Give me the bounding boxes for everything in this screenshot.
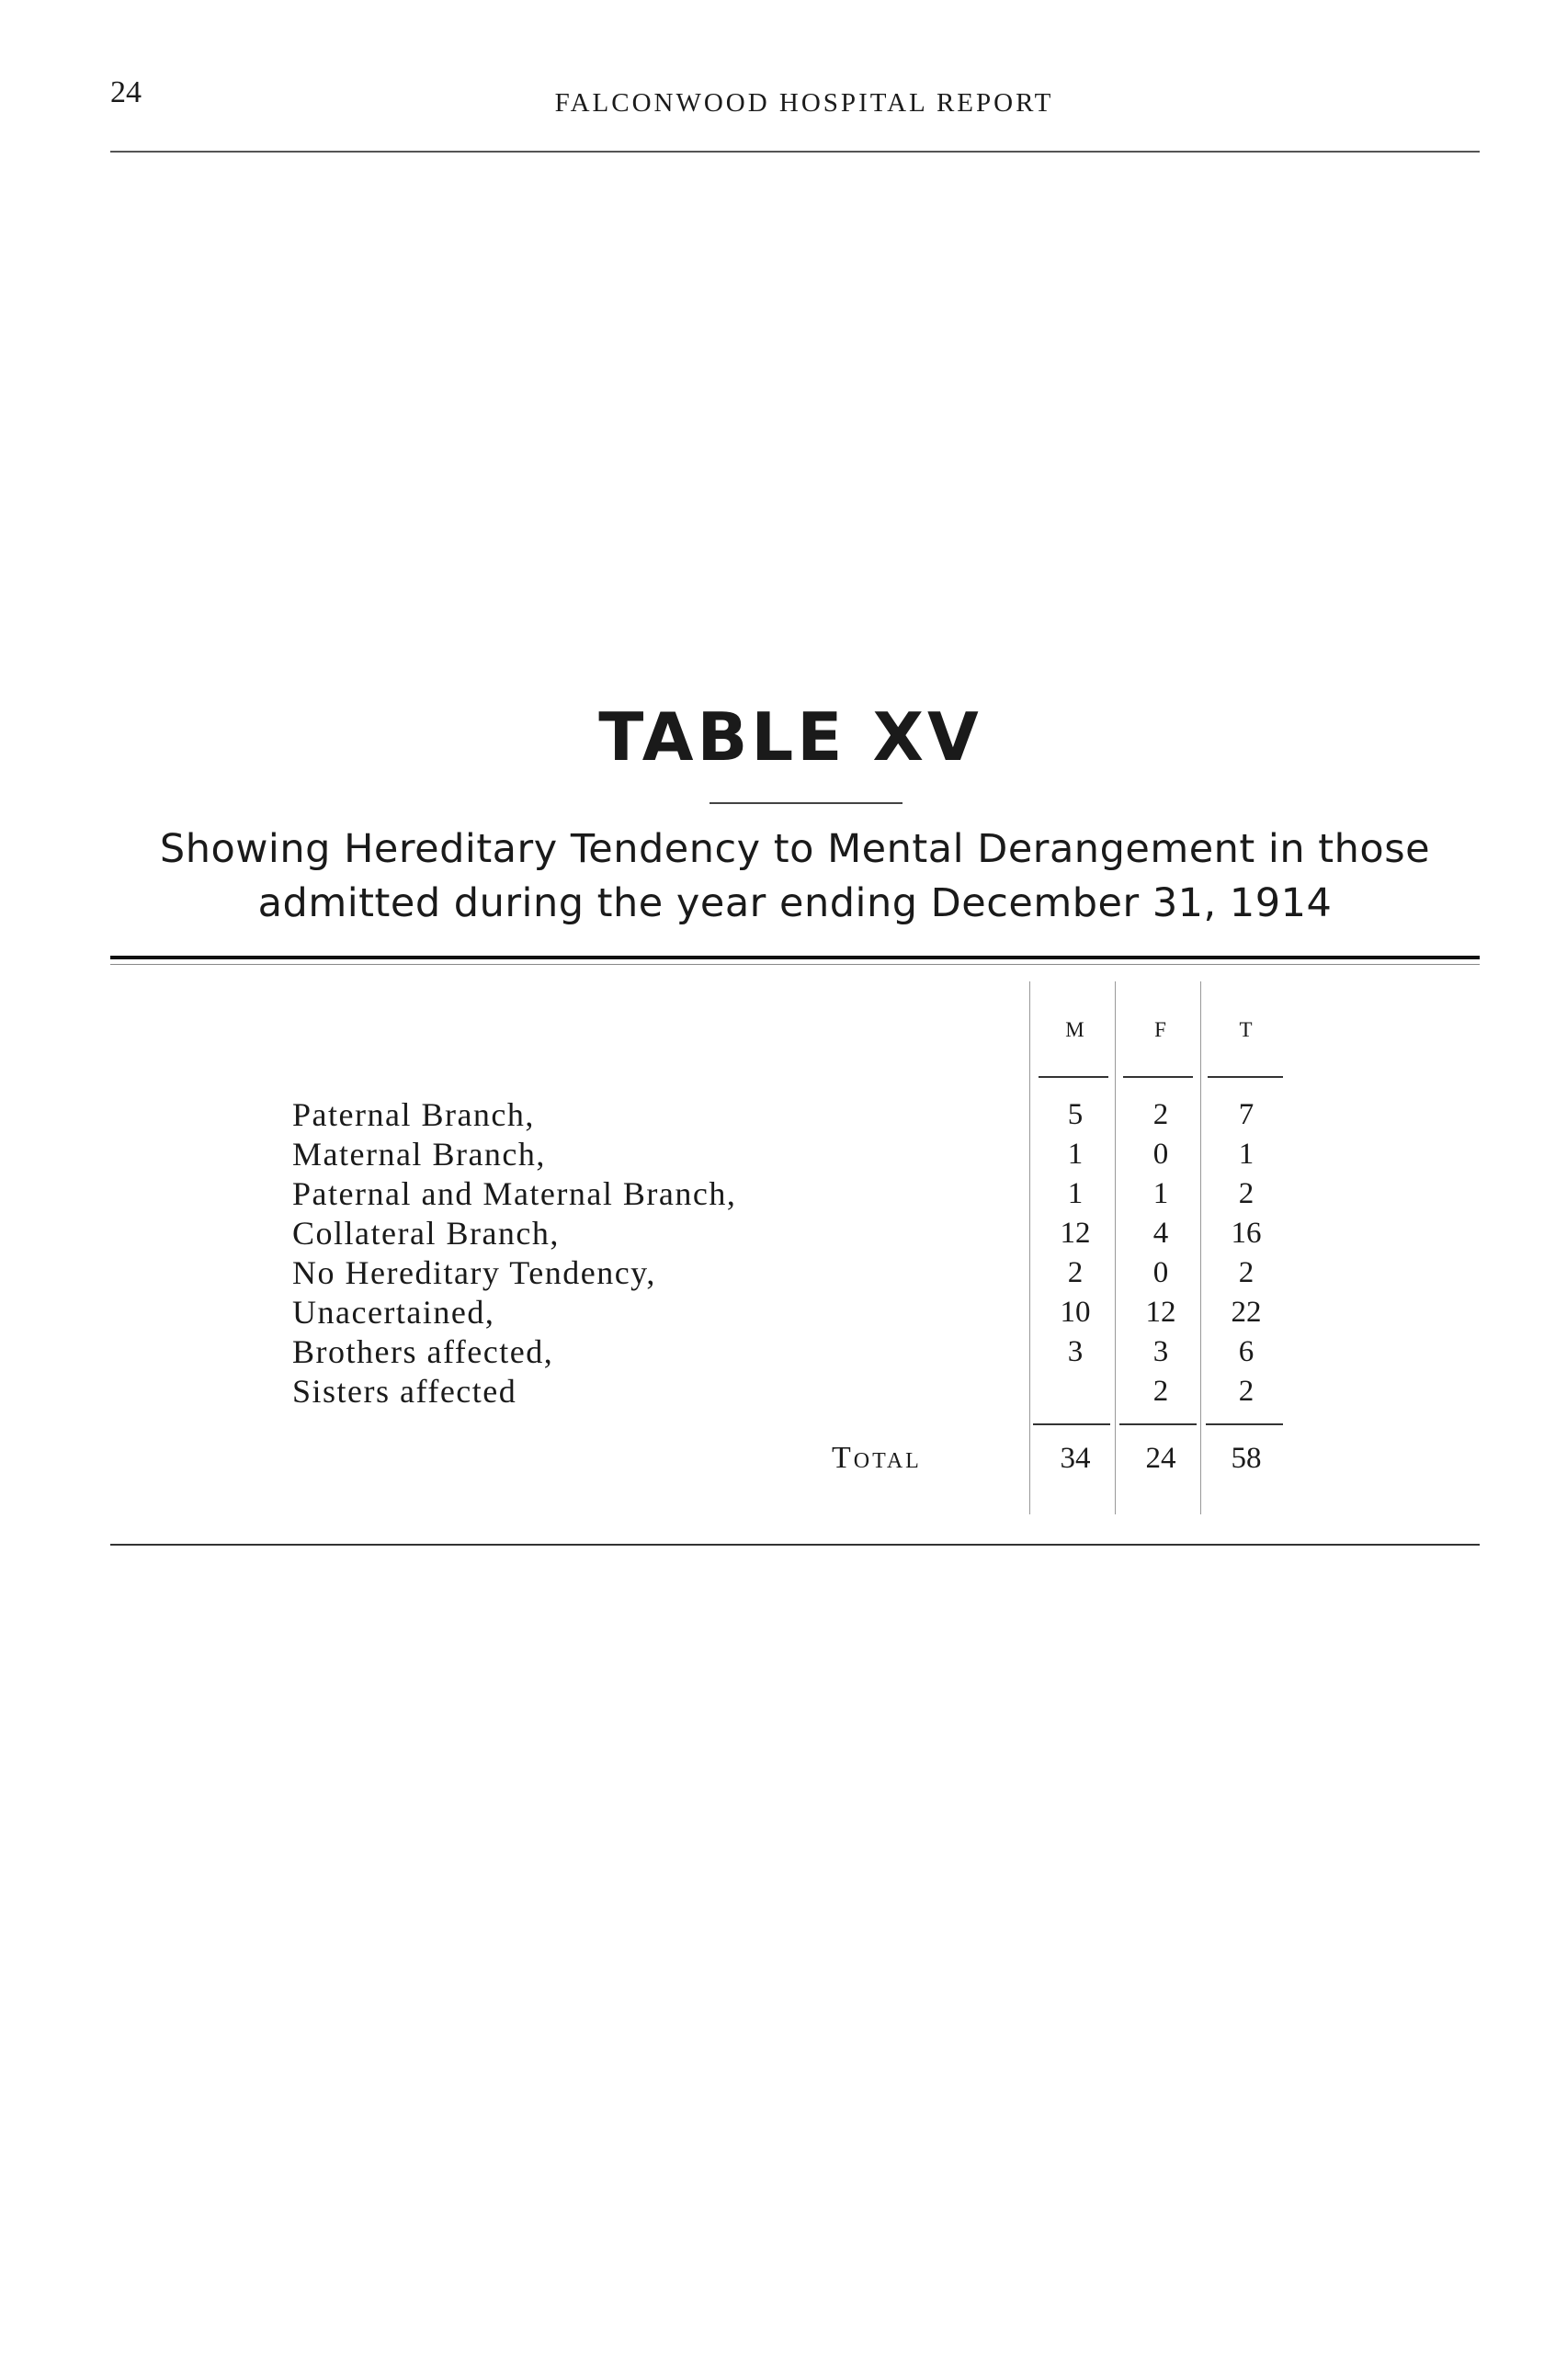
cell-f: 3 [1152,1335,1169,1368]
total-rule-m [1033,1423,1110,1425]
cell-t: 16 [1231,1217,1262,1250]
table-row [292,1214,1303,1253]
subtitle-line-2: admitted during the year ending December 31, 1914 [257,880,1333,926]
table-body [292,1095,1303,1411]
total-rule-f [1119,1423,1197,1425]
cell-t: 22 [1231,1296,1262,1329]
total-label: Total [832,1441,922,1475]
cell-m: 3 [1067,1335,1084,1368]
table-subtitle [110,822,1480,931]
cell-t: 1 [1238,1138,1254,1171]
cell-m: 5 [1067,1098,1084,1131]
row-label: Unacertained, [292,1294,495,1331]
row-label: Maternal Branch, [292,1136,546,1173]
title-rule [710,802,903,804]
row-label: No Hereditary Tendency, [292,1254,656,1291]
total-t: 58 [1231,1442,1262,1475]
table-row [292,1135,1303,1174]
column-header-f: F [1154,1018,1167,1041]
table-top-thin-rule [110,964,1480,965]
cell-t: 2 [1238,1375,1254,1408]
cell-m: 10 [1060,1296,1091,1329]
cell-f: 2 [1152,1375,1169,1408]
cell-f: 2 [1152,1098,1169,1131]
total-m: 34 [1060,1442,1091,1475]
cell-t: 6 [1238,1335,1254,1368]
row-label: Collateral Branch, [292,1215,560,1252]
cell-f: 1 [1152,1177,1169,1210]
header-underline-m [1039,1076,1108,1078]
cell-t: 2 [1238,1256,1254,1289]
table-row [292,1293,1303,1332]
table-bottom-rule [110,1544,1480,1546]
row-label: Brothers affected, [292,1333,554,1370]
table-row [292,1332,1303,1372]
cell-t: 7 [1238,1098,1254,1131]
cell-f: 0 [1152,1256,1169,1289]
table-row [292,1095,1303,1135]
row-label: Sisters affected [292,1373,517,1410]
cell-f: 12 [1145,1296,1176,1329]
header-underline-f [1123,1076,1193,1078]
table-title: TABLE XV [598,698,982,776]
table-row [292,1372,1303,1411]
table-row [292,1174,1303,1214]
row-label: Paternal Branch, [292,1096,535,1133]
total-row [0,1437,1544,1479]
cell-f: 4 [1152,1217,1169,1250]
total-rule-t [1206,1423,1283,1425]
cell-m: 12 [1060,1217,1091,1250]
total-f: 24 [1145,1442,1176,1475]
cell-t: 2 [1238,1177,1254,1210]
cell-f: 0 [1152,1138,1169,1171]
running-head: FALCONWOOD HOSPITAL REPORT [554,88,1054,118]
header-underline-t [1208,1076,1283,1078]
cell-m: 2 [1067,1256,1084,1289]
table-row [292,1253,1303,1293]
cell-m: 1 [1067,1138,1084,1171]
subtitle-line-1: Showing Hereditary Tendency to Mental Derangement in those [159,826,1431,872]
table-top-rule [110,956,1480,959]
column-header-t: T [1239,1018,1254,1041]
page-number: 24 [110,75,142,109]
row-label: Paternal and Maternal Branch, [292,1175,737,1212]
column-header-m: M [1065,1018,1085,1041]
header-rule [110,151,1480,153]
cell-m: 1 [1067,1177,1084,1210]
